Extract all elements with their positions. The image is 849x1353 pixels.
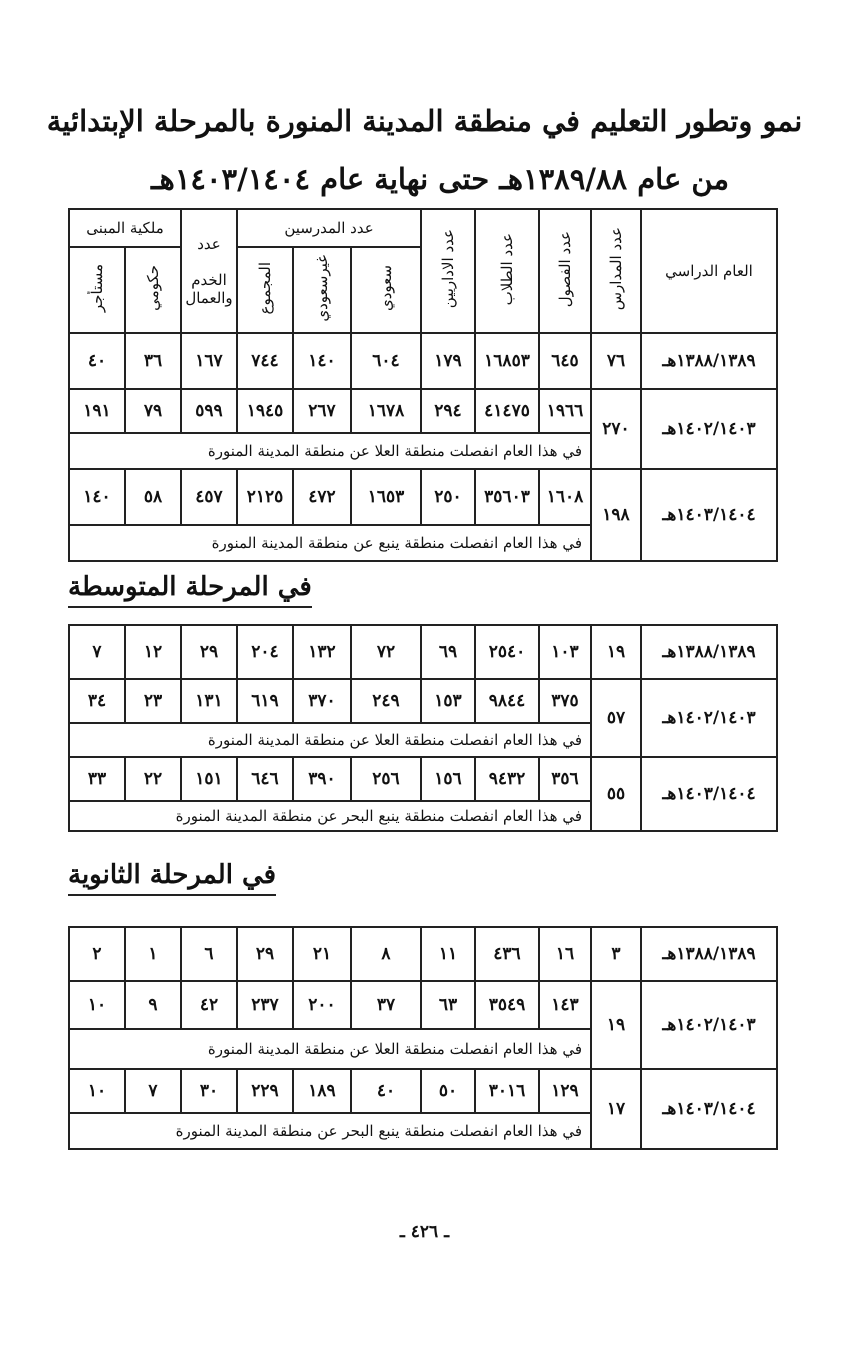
page-number: ـ ٤٢٦ ـ bbox=[399, 1222, 450, 1242]
cell-rented: ٢ bbox=[69, 927, 125, 981]
cell-gov: ٩ bbox=[125, 981, 181, 1029]
header-year: العام الدراسي bbox=[641, 209, 777, 333]
cell-non-saudi: ١٨٩ bbox=[293, 1069, 351, 1113]
cell-admins: ٢٩٤ bbox=[421, 389, 475, 433]
table-row bbox=[69, 333, 777, 389]
cell-students: ٣٥٤٩ bbox=[475, 981, 539, 1029]
cell-year: ١٣٨٨/١٣٨٩هـ bbox=[641, 333, 777, 389]
cell-non-saudi: ٢٦٧ bbox=[293, 389, 351, 433]
cell-gov: ١٢ bbox=[125, 625, 181, 679]
cell-rented: ٣٣ bbox=[69, 757, 125, 801]
header-admins: عدد الاداريين bbox=[421, 209, 475, 333]
cell-saudi: ٤٠ bbox=[351, 1069, 421, 1113]
cell-year: ١٤٠٣/١٤٠٤هـ bbox=[641, 757, 777, 831]
cell-non-saudi: ٤٧٢ bbox=[293, 469, 351, 525]
cell-saudi: ٨ bbox=[351, 927, 421, 981]
table-row bbox=[69, 927, 777, 981]
header-rented: مستأجر bbox=[69, 247, 125, 333]
cell-classes: ١٠٣ bbox=[539, 625, 591, 679]
cell-workers: ٦ bbox=[181, 927, 237, 981]
cell-year: ١٤٠٣/١٤٠٤هـ bbox=[641, 1069, 777, 1149]
cell-saudi: ٣٧ bbox=[351, 981, 421, 1029]
cell-workers: ٤٥٧ bbox=[181, 469, 237, 525]
cell-students: ١٦٨٥٣ bbox=[475, 333, 539, 389]
secondary-heading: في المرحلة الثانوية bbox=[68, 860, 276, 896]
cell-classes: ٣٥٦ bbox=[539, 757, 591, 801]
cell-classes: ١٢٩ bbox=[539, 1069, 591, 1113]
cell-workers: ٣٠ bbox=[181, 1069, 237, 1113]
table-row bbox=[69, 679, 777, 723]
cell-admins: ١٥٦ bbox=[421, 757, 475, 801]
cell-students: ٣٠١٦ bbox=[475, 1069, 539, 1113]
header-classes: عدد الفصول bbox=[539, 209, 591, 333]
cell-schools: ١٩ bbox=[591, 625, 641, 679]
cell-workers: ١٣١ bbox=[181, 679, 237, 723]
cell-admins: ١١ bbox=[421, 927, 475, 981]
cell-rented: ٧ bbox=[69, 625, 125, 679]
header-schools: عدد المدارس bbox=[591, 209, 641, 333]
cell-year: ١٤٠٣/١٤٠٤هـ bbox=[641, 469, 777, 561]
cell-rented: ٤٠ bbox=[69, 333, 125, 389]
table-row bbox=[69, 389, 777, 433]
cell-saudi: ٢٥٦ bbox=[351, 757, 421, 801]
cell-year: ١٤٠٢/١٤٠٣هـ bbox=[641, 981, 777, 1069]
header-government: حكومي bbox=[125, 247, 181, 333]
cell-non-saudi: ١٤٠ bbox=[293, 333, 351, 389]
cell-total: ٢٣٧ bbox=[237, 981, 293, 1029]
cell-workers: ٤٢ bbox=[181, 981, 237, 1029]
table-row bbox=[69, 757, 777, 801]
header-teachers: عدد المدرسين bbox=[237, 209, 421, 247]
cell-total: ٢٩ bbox=[237, 927, 293, 981]
cell-schools: ٣ bbox=[591, 927, 641, 981]
cell-workers: ١٦٧ bbox=[181, 333, 237, 389]
cell-year: ١٣٨٨/١٣٨٩هـ bbox=[641, 927, 777, 981]
note-text: في هذا العام انفصلت منطقة العلا عن منطقة المدينة المنورة bbox=[69, 723, 591, 757]
cell-total: ٢١٢٥ bbox=[237, 469, 293, 525]
header-non-saudi: غيرسعودي bbox=[293, 247, 351, 333]
cell-non-saudi: ٣٧٠ bbox=[293, 679, 351, 723]
table-row bbox=[69, 981, 777, 1029]
cell-admins: ١٧٩ bbox=[421, 333, 475, 389]
cell-admins: ٢٥٠ bbox=[421, 469, 475, 525]
cell-schools: ١٩٨ bbox=[591, 469, 641, 561]
table-row bbox=[69, 625, 777, 679]
cell-students: ٩٨٤٤ bbox=[475, 679, 539, 723]
cell-admins: ٥٠ bbox=[421, 1069, 475, 1113]
cell-total: ٢٠٤ bbox=[237, 625, 293, 679]
cell-schools: ٢٧٠ bbox=[591, 389, 641, 469]
cell-total: ٧٤٤ bbox=[237, 333, 293, 389]
cell-students: ٣٥٦٠٣ bbox=[475, 469, 539, 525]
cell-students: ٤١٤٧٥ bbox=[475, 389, 539, 433]
cell-admins: ١٥٣ bbox=[421, 679, 475, 723]
cell-gov: ٥٨ bbox=[125, 469, 181, 525]
cell-admins: ٦٩ bbox=[421, 625, 475, 679]
cell-rented: ١٠ bbox=[69, 981, 125, 1029]
cell-total: ٦١٩ bbox=[237, 679, 293, 723]
primary-stage-table bbox=[68, 208, 778, 562]
cell-total: ٦٤٦ bbox=[237, 757, 293, 801]
cell-gov: ٧٩ bbox=[125, 389, 181, 433]
header-workers: عدد الخدم والعمال bbox=[181, 209, 237, 333]
cell-gov: ٣٦ bbox=[125, 333, 181, 389]
header-students: عدد الطلاب bbox=[475, 209, 539, 333]
intermediate-stage-table bbox=[68, 624, 778, 832]
header-total: المجموع bbox=[237, 247, 293, 333]
secondary-stage-table bbox=[68, 926, 778, 1150]
cell-classes: ١٦٠٨ bbox=[539, 469, 591, 525]
cell-workers: ٥٩٩ bbox=[181, 389, 237, 433]
page-subtitle: من عام ١٣٨٩/٨٨هـ حتى نهاية عام ١٤٠٣/١٤٠٤هـ bbox=[151, 162, 729, 196]
page-title: نمو وتطور التعليم في منطقة المدينة المنورة بالمرحلة الإبتدائية bbox=[46, 104, 803, 138]
note-text: في هذا العام انفصلت منطقة العلا عن منطقة المدينة المنورة bbox=[69, 433, 591, 469]
cell-rented: ٣٤ bbox=[69, 679, 125, 723]
cell-rented: ١٠ bbox=[69, 1069, 125, 1113]
cell-year: ١٣٨٨/١٣٨٩هـ bbox=[641, 625, 777, 679]
cell-schools: ١٩ bbox=[591, 981, 641, 1069]
note-text: في هذا العام انفصلت منطقة ينبع البحر عن منطقة المدينة المنورة bbox=[69, 1113, 591, 1149]
cell-gov: ١ bbox=[125, 927, 181, 981]
cell-gov: ٧ bbox=[125, 1069, 181, 1113]
table-row bbox=[69, 469, 777, 525]
cell-schools: ١٧ bbox=[591, 1069, 641, 1149]
cell-non-saudi: ٢١ bbox=[293, 927, 351, 981]
cell-students: ٤٣٦ bbox=[475, 927, 539, 981]
cell-non-saudi: ٣٩٠ bbox=[293, 757, 351, 801]
cell-non-saudi: ١٣٢ bbox=[293, 625, 351, 679]
cell-schools: ٥٥ bbox=[591, 757, 641, 831]
cell-non-saudi: ٢٠٠ bbox=[293, 981, 351, 1029]
note-text: في هذا العام انفصلت منطقة العلا عن منطقة المدينة المنورة bbox=[69, 1029, 591, 1069]
cell-total: ١٩٤٥ bbox=[237, 389, 293, 433]
intermediate-heading: في المرحلة المتوسطة bbox=[68, 572, 312, 608]
cell-classes: ١٦ bbox=[539, 927, 591, 981]
cell-rented: ١٩١ bbox=[69, 389, 125, 433]
cell-students: ٩٤٣٢ bbox=[475, 757, 539, 801]
cell-saudi: ٦٠٤ bbox=[351, 333, 421, 389]
header-saudi: سعودي bbox=[351, 247, 421, 333]
table-row bbox=[69, 1069, 777, 1113]
cell-year: ١٤٠٢/١٤٠٣هـ bbox=[641, 679, 777, 757]
cell-rented: ١٤٠ bbox=[69, 469, 125, 525]
cell-students: ٢٥٤٠ bbox=[475, 625, 539, 679]
cell-saudi: ٢٤٩ bbox=[351, 679, 421, 723]
cell-workers: ٢٩ bbox=[181, 625, 237, 679]
cell-classes: ١٤٣ bbox=[539, 981, 591, 1029]
cell-gov: ٢٣ bbox=[125, 679, 181, 723]
note-text: في هذا العام انفصلت منطقة ينبع البحر عن منطقة المدينة المنورة bbox=[69, 801, 591, 831]
cell-workers: ١٥١ bbox=[181, 757, 237, 801]
cell-classes: ٣٧٥ bbox=[539, 679, 591, 723]
cell-saudi: ٧٢ bbox=[351, 625, 421, 679]
cell-saudi: ١٦٥٣ bbox=[351, 469, 421, 525]
cell-gov: ٢٢ bbox=[125, 757, 181, 801]
cell-saudi: ١٦٧٨ bbox=[351, 389, 421, 433]
cell-classes: ٦٤٥ bbox=[539, 333, 591, 389]
cell-total: ٢٢٩ bbox=[237, 1069, 293, 1113]
note-text: في هذا العام انفصلت منطقة ينبع عن منطقة المدينة المنورة bbox=[69, 525, 591, 561]
cell-schools: ٥٧ bbox=[591, 679, 641, 757]
cell-year: ١٤٠٢/١٤٠٣هـ bbox=[641, 389, 777, 469]
cell-schools: ٧٦ bbox=[591, 333, 641, 389]
header-ownership: ملكية المبنى bbox=[69, 209, 181, 247]
cell-classes: ١٩٦٦ bbox=[539, 389, 591, 433]
cell-admins: ٦٣ bbox=[421, 981, 475, 1029]
